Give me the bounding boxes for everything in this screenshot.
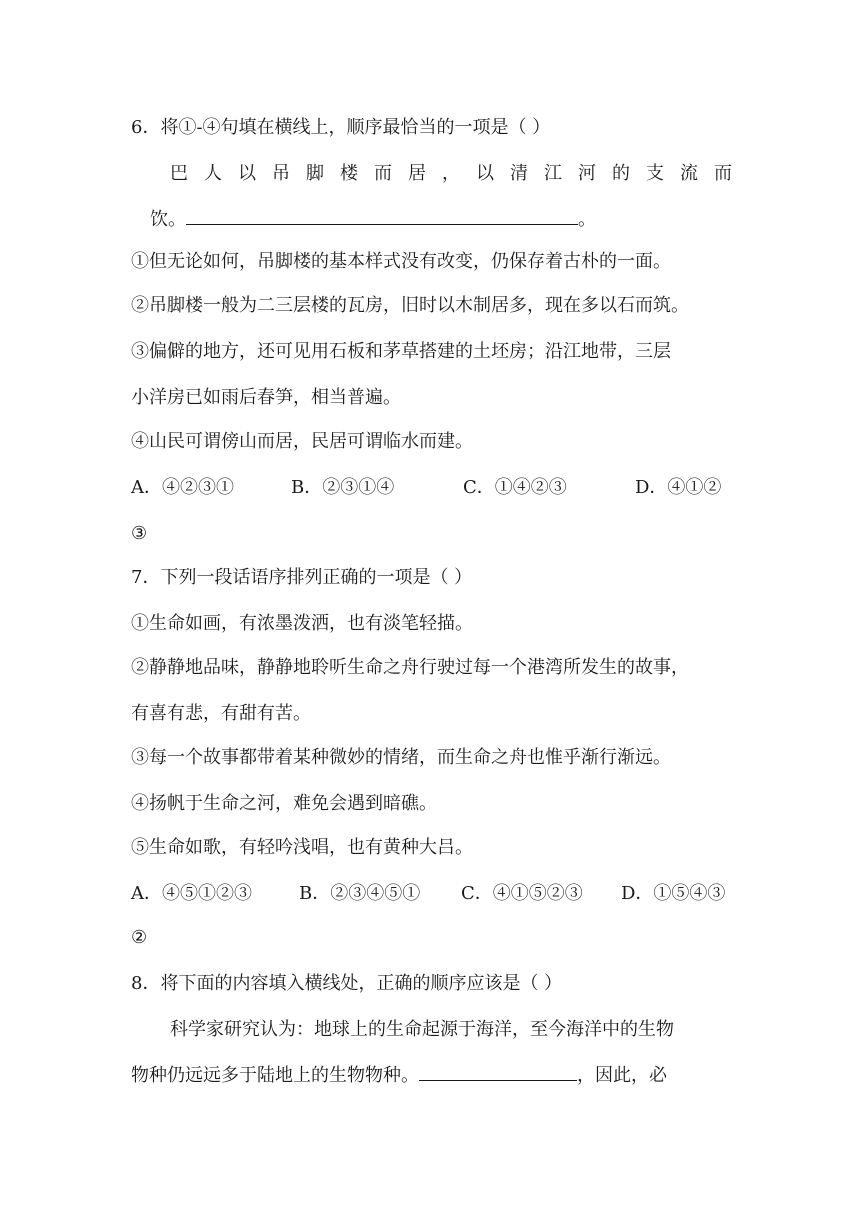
q7-stem: 7．下列一段话语序排列正确的一项是（ ）	[131, 567, 473, 588]
q6-sentence-3a: ③偏僻的地方，还可见用石板和茅草搭建的土坯房；沿江地带，三层	[131, 341, 671, 362]
q8-passage-line-1: 科学家研究认为：地球上的生命起源于海洋，至今海洋中的生物	[170, 1019, 674, 1040]
q7-sentence-4: ④扬帆于生命之河，难免会遇到暗礁。	[131, 793, 437, 814]
q8-passage-line-2	[131, 1062, 741, 1088]
q6-passage-char: 巴	[170, 163, 188, 184]
q6-answer-blank[interactable]	[186, 206, 578, 225]
q6-passage-char: 河	[578, 163, 596, 184]
q6-sentence-2: ②吊脚楼一般为二三层楼的瓦房，旧时以木制居多，现在多以石而筑。	[131, 295, 689, 316]
q6-passage-char: 支	[646, 163, 664, 184]
q8-passage-prefix: 物种仍远远多于陆地上的生物物种。	[131, 1065, 419, 1086]
q6-passage-line-2	[150, 206, 760, 232]
q6-passage-char: 清	[510, 163, 528, 184]
q7-option-c[interactable]: C．④①⑤②③	[461, 883, 583, 904]
q8-answer-blank[interactable]	[419, 1062, 577, 1081]
q6-option-d-cont: ③	[131, 523, 148, 544]
q6-passage-char: 楼	[340, 163, 358, 184]
q6-passage-char: 以	[238, 163, 256, 184]
q6-passage-suffix: 。	[578, 209, 596, 230]
q6-option-c[interactable]: C．①④②③	[463, 477, 567, 498]
q8-passage-suffix: ，因此，必	[577, 1065, 667, 1086]
q6-passage-line-1	[170, 162, 732, 186]
q6-passage-char: 流	[680, 163, 698, 184]
q6-option-b[interactable]: B．②③①④	[291, 477, 395, 498]
q6-passage-char: 居	[408, 163, 426, 184]
q6-sentence-4: ④山民可谓傍山而居，民居可谓临水而建。	[131, 431, 473, 452]
q6-sentence-3b: 小洋房已如雨后春笋，相当普遍。	[131, 387, 401, 408]
q6-sentence-1: ①但无论如何，吊脚楼的基本样式没有改变，仍保存着古朴的一面。	[131, 251, 671, 272]
q7-option-a[interactable]: A．④⑤①②③	[131, 883, 252, 904]
q6-option-a[interactable]: A．④②③①	[131, 477, 234, 498]
q6-passage-char: 江	[544, 163, 562, 184]
q6-passage-char: 吊	[272, 163, 290, 184]
q6-passage-char: 的	[612, 163, 630, 184]
q6-passage-char: 脚	[306, 163, 324, 184]
q6-passage-char: 而	[714, 163, 732, 184]
q7-option-d[interactable]: D．①⑤④③	[621, 883, 726, 904]
q6-passage-prefix: 饮。	[150, 209, 186, 230]
q7-sentence-2b: 有喜有悲，有甜有苦。	[131, 703, 311, 724]
q6-option-d[interactable]: D．④①②	[635, 477, 722, 498]
q6-passage-char: 人	[204, 163, 222, 184]
q7-sentence-3: ③每一个故事都带着某种微妙的情绪，而生命之舟也惟乎渐行渐远。	[131, 747, 671, 768]
q6-passage-char: 而	[374, 163, 392, 184]
q7-sentence-1: ①生命如画，有浓墨泼洒，也有淡笔轻描。	[131, 613, 473, 634]
q6-passage-char: ，	[442, 163, 460, 184]
q7-sentence-5: ⑤生命如歌，有轻吟浅唱，也有黄种大吕。	[131, 837, 473, 858]
q8-stem: 8．将下面的内容填入横线处，正确的顺序应该是（ ）	[131, 973, 563, 994]
q7-option-b[interactable]: B．②③④⑤①	[299, 883, 421, 904]
q6-stem: 6．将①-④句填在横线上，顺序最恰当的一项是（ ）	[131, 117, 551, 138]
q6-passage-char: 以	[476, 163, 494, 184]
q7-option-d-cont: ②	[131, 927, 148, 948]
q7-sentence-2a: ②静静地品味，静静地聆听生命之舟行驶过每一个港湾所发生的故事，	[131, 657, 689, 678]
